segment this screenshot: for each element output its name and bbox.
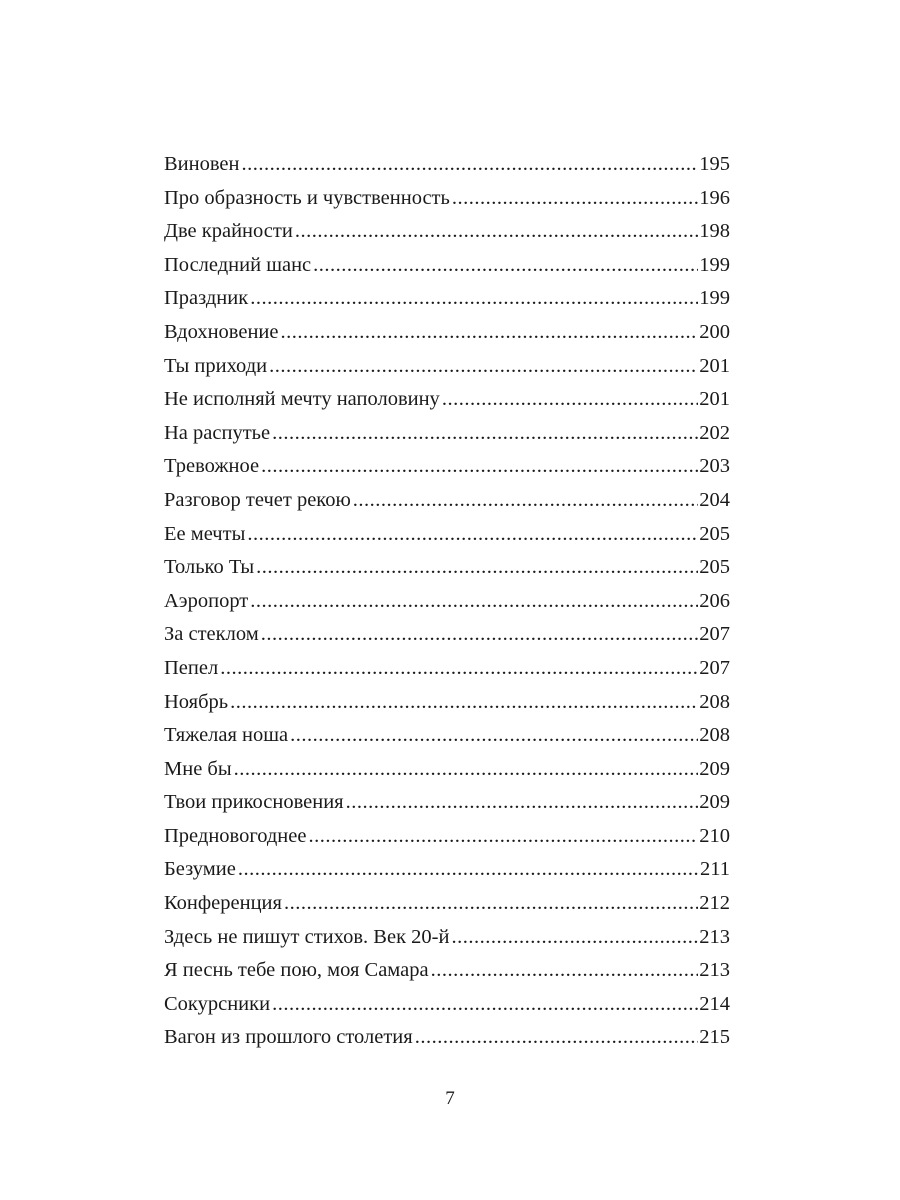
- dot-leader: [313, 249, 698, 283]
- toc-entry-page-number: 212: [699, 892, 730, 915]
- toc-entry: [164, 618, 730, 652]
- toc-entry-page-number: 214: [699, 992, 730, 1015]
- dot-leader: [442, 383, 698, 417]
- table-of-contents: [164, 148, 730, 1055]
- toc-entry: [164, 417, 730, 451]
- toc-entry-title: Не исполняй мечту наполовину: [164, 388, 440, 411]
- dot-leader: [451, 921, 698, 955]
- toc-entry-page-number: 209: [699, 791, 730, 814]
- toc-entry: [164, 921, 730, 955]
- toc-entry-title: Конференция: [164, 892, 282, 915]
- dot-leader: [290, 719, 698, 753]
- dot-leader: [250, 282, 698, 316]
- toc-entry-page-number: 210: [699, 824, 730, 847]
- toc-entry: [164, 686, 730, 720]
- toc-entry-page-number: 213: [699, 925, 730, 948]
- toc-entry-title: Сокурсники: [164, 992, 271, 1015]
- toc-entry-title: Праздник: [164, 287, 249, 310]
- page-number: 7: [445, 1088, 455, 1109]
- toc-entry: [164, 282, 730, 316]
- toc-entry-title: Мне бы: [164, 757, 232, 780]
- toc-entry: [164, 988, 730, 1022]
- toc-entry-title: Только Ты: [164, 556, 255, 579]
- toc-entry-page-number: 215: [699, 1026, 730, 1049]
- dot-leader: [281, 316, 699, 350]
- toc-entry-page-number: 209: [699, 757, 730, 780]
- toc-entry-title: Пепел: [164, 656, 219, 679]
- toc-entry-page-number: 199: [699, 253, 730, 276]
- toc-entry-title: Тяжелая ноша: [164, 724, 289, 747]
- toc-entry-page-number: 205: [699, 556, 730, 579]
- dot-leader: [295, 215, 698, 249]
- dot-leader: [284, 887, 698, 921]
- dot-leader: [346, 786, 699, 820]
- dot-leader: [220, 652, 698, 686]
- dot-leader: [269, 350, 698, 384]
- toc-entry: [164, 518, 730, 552]
- toc-entry-page-number: 205: [699, 522, 730, 545]
- toc-entry-title: Я песнь тебе пою, моя Самара: [164, 959, 429, 982]
- dot-leader: [353, 484, 698, 518]
- toc-entry-title: Ее мечты: [164, 522, 246, 545]
- toc-entry-title: Вагон из прошлого столетия: [164, 1026, 413, 1049]
- toc-entry: [164, 820, 730, 854]
- toc-entry: [164, 753, 730, 787]
- toc-entry-page-number: 196: [699, 186, 730, 209]
- toc-entry: [164, 1021, 730, 1055]
- dot-leader: [261, 618, 699, 652]
- toc-entry-page-number: 207: [699, 623, 730, 646]
- toc-entry: [164, 484, 730, 518]
- toc-entry: [164, 450, 730, 484]
- toc-entry: [164, 786, 730, 820]
- toc-entry: [164, 383, 730, 417]
- toc-entry: [164, 652, 730, 686]
- toc-entry: [164, 316, 730, 350]
- toc-entry-page-number: 199: [699, 287, 730, 310]
- dot-leader: [242, 148, 699, 182]
- toc-entry: [164, 148, 730, 182]
- toc-entry-page-number: 195: [699, 153, 730, 175]
- dot-leader: [256, 551, 698, 585]
- toc-entry-title: Твои прикосновения: [164, 791, 344, 814]
- toc-entry-page-number: 213: [699, 959, 730, 982]
- toc-entry-page-number: 207: [699, 656, 730, 679]
- toc-entry-title: Безумие: [164, 858, 236, 881]
- toc-entry-title: Аэропорт: [164, 589, 249, 612]
- toc-entry-page-number: 201: [699, 354, 730, 377]
- dot-leader: [250, 585, 698, 619]
- toc-entry: [164, 954, 730, 988]
- toc-entry-page-number: 208: [699, 724, 730, 747]
- toc-entry-title: Тревожное: [164, 455, 260, 478]
- dot-leader: [452, 182, 698, 216]
- dot-leader: [431, 954, 699, 988]
- toc-entry-title: На распутье: [164, 421, 271, 444]
- dot-leader: [272, 417, 698, 451]
- toc-entry-title: Предновогоднее: [164, 824, 307, 847]
- toc-entry-title: Про образность и чувственность: [164, 186, 450, 209]
- toc-entry: [164, 887, 730, 921]
- toc-entry-page-number: 208: [699, 690, 730, 713]
- toc-entry-title: Последний шанс: [164, 253, 312, 276]
- dot-leader: [308, 820, 698, 854]
- toc-entry: [164, 853, 730, 887]
- dot-leader: [230, 686, 698, 720]
- toc-entry-page-number: 204: [699, 488, 730, 511]
- toc-entry-page-number: 211: [700, 858, 730, 881]
- toc-entry-title: Разговор течет рекою: [164, 488, 351, 511]
- toc-entry-title: Вдохновение: [164, 320, 279, 343]
- toc-entry-page-number: 206: [699, 589, 730, 612]
- toc-entry-page-number: 200: [699, 320, 730, 343]
- dot-leader: [272, 988, 698, 1022]
- dot-leader: [415, 1021, 699, 1055]
- toc-entry-title: Виновен: [164, 153, 240, 175]
- toc-entry: [164, 719, 730, 753]
- dot-leader: [247, 518, 698, 552]
- dot-leader: [261, 450, 698, 484]
- toc-entry-page-number: 201: [699, 388, 730, 411]
- toc-entry: [164, 551, 730, 585]
- toc-entry: [164, 215, 730, 249]
- toc-entry-title: Две крайности: [164, 220, 293, 243]
- toc-entry-title: Ноябрь: [164, 690, 229, 713]
- toc-entry-page-number: 203: [699, 455, 730, 478]
- toc-entry: [164, 585, 730, 619]
- toc-entry-title: За стеклом: [164, 623, 259, 646]
- toc-entry: [164, 350, 730, 384]
- toc-entry: [164, 249, 730, 283]
- dot-leader: [234, 753, 699, 787]
- toc-entry-title: Здесь не пишут стихов. Век 20-й: [164, 925, 450, 948]
- toc-entry-page-number: 198: [699, 220, 730, 243]
- toc-entry: [164, 182, 730, 216]
- dot-leader: [238, 853, 699, 887]
- toc-entry-title: Ты приходи: [164, 354, 268, 377]
- toc-entry-page-number: 202: [699, 421, 730, 444]
